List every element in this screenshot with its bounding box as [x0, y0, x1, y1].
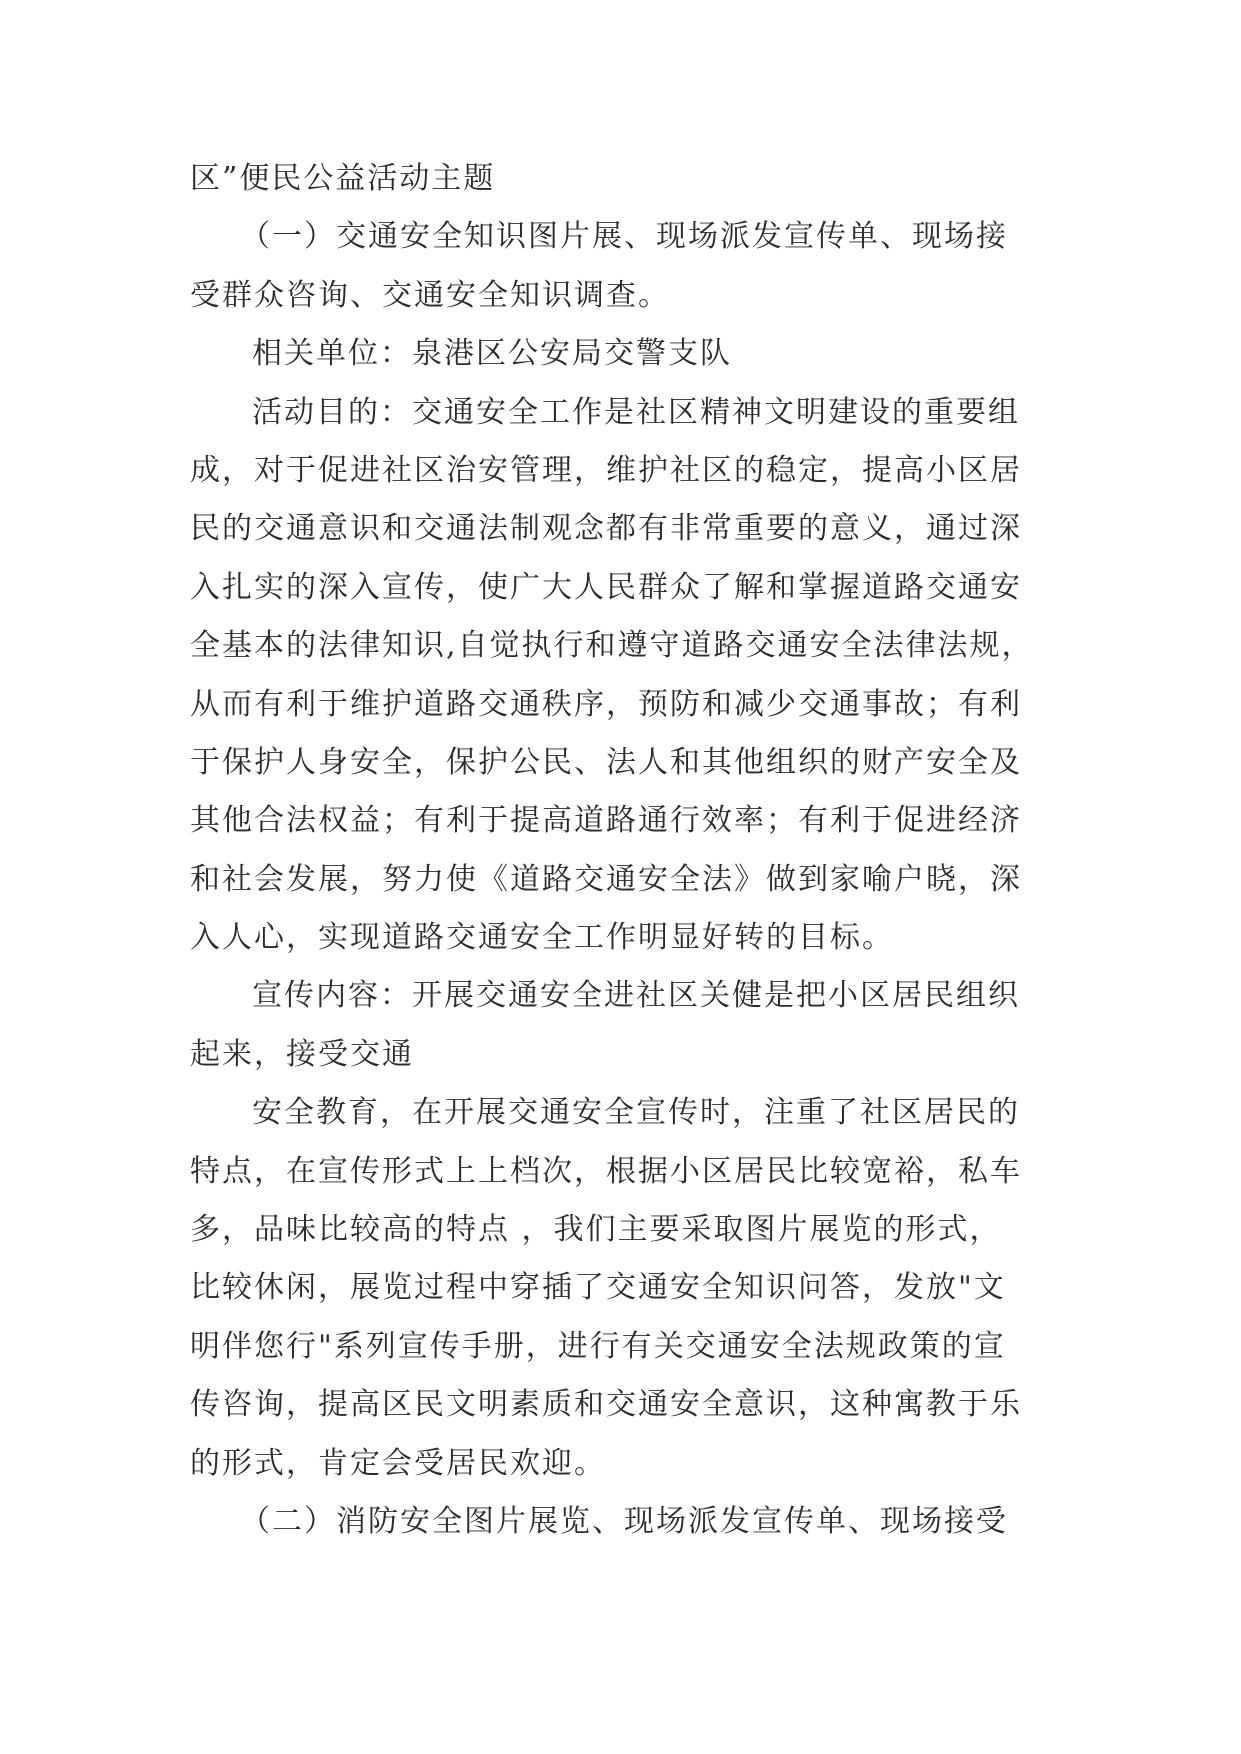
- text-line-16: 起来，接受交通: [190, 1036, 414, 1072]
- activity-purpose-line: 活动目的：交通安全工作是社区精神文明建设的重要组: [252, 394, 1020, 430]
- text-line-17: 安全教育，在开展交通安全宣传时，注重了社区居民的: [252, 1095, 1020, 1131]
- section-heading-2: （二）消防安全图片展览、现场派发宣传单、现场接受: [240, 1503, 1008, 1539]
- text-line-8: 入扎实的深入宣传，使广大人民群众了解和掌握道路交通安: [190, 569, 1022, 605]
- text-line-9: 全基本的法律知识,自觉执行和遵守道路交通安全法律法规，: [190, 628, 1034, 664]
- text-line-18: 特点，在宣传形式上上档次，根据小区居民比较宽裕，私车: [190, 1153, 1022, 1189]
- text-line-6: 成，对于促进社区治安管理，维护社区的稳定，提高小区居: [190, 452, 1022, 488]
- text-line-20: 比较休闲，展览过程中穿插了交通安全知识问答，发放"文: [190, 1270, 1006, 1306]
- text-line-12: 其他合法权益；有利于提高道路通行效率；有利于促进经济: [190, 803, 1022, 839]
- publicity-content-line: 宣传内容：开展交通安全进社区关健是把小区居民组织: [252, 978, 1020, 1014]
- text-line-11: 于保护人身安全，保护公民、法人和其他组织的财产安全及: [190, 744, 1022, 780]
- text-line-19: 多，品味比较高的特点 ，我们主要采取图片展览的形式，: [190, 1212, 1002, 1248]
- text-line-7: 民的交通意识和交通法制观念都有非常重要的意义，通过深: [190, 511, 1022, 547]
- text-line-22: 传咨询，提高区民文明素质和交通安全意识，这种寓教于乐: [190, 1387, 1022, 1423]
- section-heading-1: （一）交通安全知识图片展、现场派发宣传单、现场接: [240, 219, 1008, 255]
- text-line-21: 明伴您行"系列宣传手册，进行有关交通安全法规政策的宣: [190, 1328, 1006, 1364]
- text-line-13: 和社会发展，努力使《道路交通安全法》做到家喻户晓，深: [190, 861, 1022, 897]
- text-line-23: 的形式，肯定会受居民欢迎。: [190, 1445, 606, 1481]
- related-unit-line: 相关单位：泉港区公安局交警支队: [252, 336, 732, 372]
- text-line-10: 从而有利于维护道路交通秩序，预防和减少交通事故；有利: [190, 686, 1022, 722]
- text-line-1: 区”便民公益活动主题: [190, 161, 496, 196]
- text-line-14: 入人心，实现道路交通安全工作明显好转的目标。: [190, 920, 894, 956]
- document-body: [190, 150, 1050, 1551]
- text-line-3: 受群众咨询、交通安全知识调查。: [190, 277, 670, 313]
